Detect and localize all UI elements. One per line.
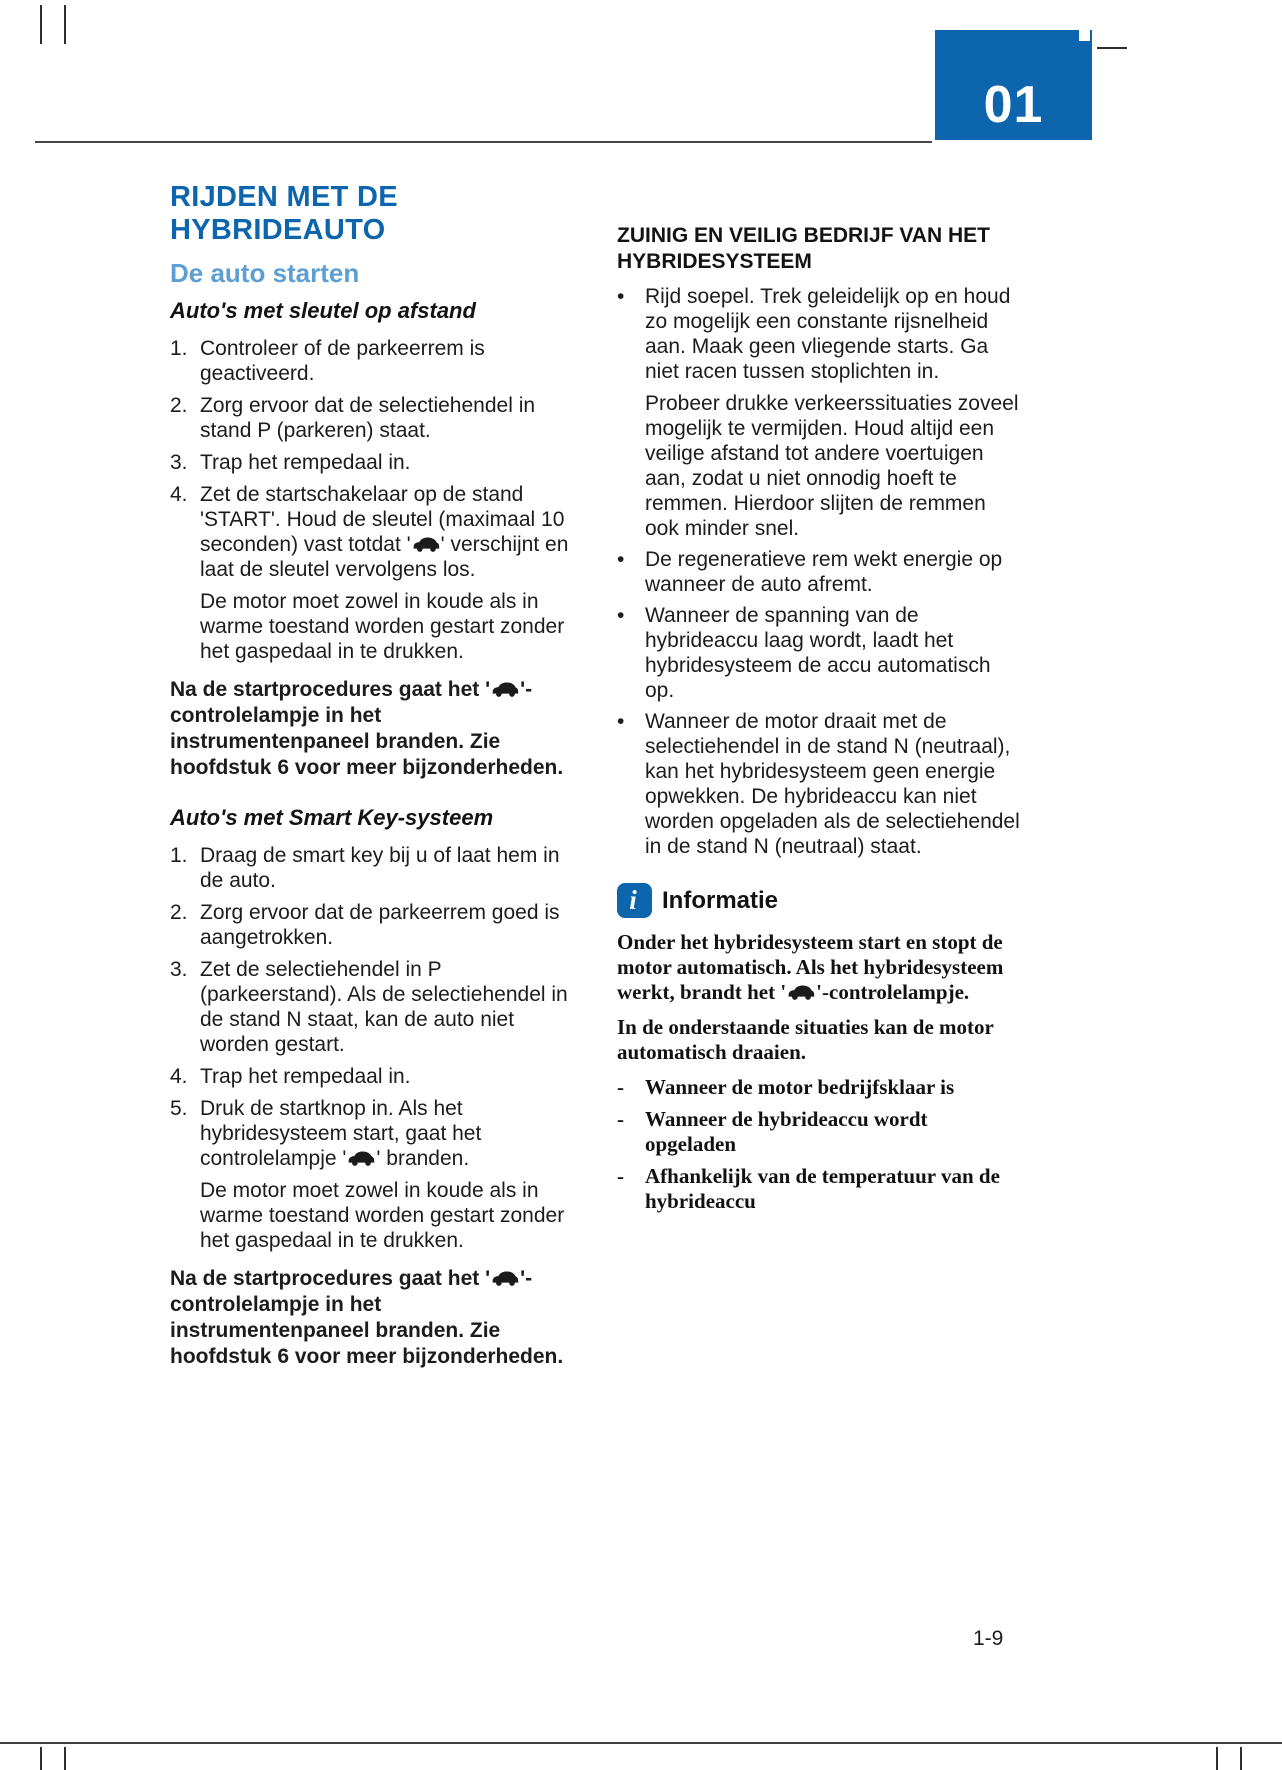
bullet-text: Wanneer de motor draait met de selectiehendel in de stand N (neutraal), kan het hybridesysteem geen energie opwekken. De hybrideaccu kan niet worden opgeladen als de selectiehendel in de stand N (neutraal) staat. (645, 710, 1020, 858)
information-paragraph: In de onderstaande situaties kan de motor automatisch draaien. (617, 1015, 994, 1064)
dash-text: Wanneer de hybrideaccu wordt opgeladen (645, 1107, 928, 1156)
crop-mark (40, 5, 42, 44)
chapter-tab (935, 30, 1092, 140)
indicator-bold-note (170, 1266, 584, 1370)
section-heading: De auto starten (170, 258, 360, 288)
crop-mark (1216, 1747, 1218, 1770)
hybrid-ready-indicator-icon (491, 1270, 519, 1287)
list-text: Trap het rempedaal in. (200, 451, 411, 474)
list-item (170, 393, 584, 443)
list-number: 1. (170, 337, 188, 360)
list-text: Draag de smart key bij u of laat hem in de auto. (200, 844, 560, 892)
list-number: 2. (170, 901, 188, 924)
list-number: 5. (170, 1097, 188, 1120)
dash-marker: - (617, 1075, 624, 1099)
information-label: Informatie (662, 886, 779, 914)
information-icon-glyph: i (629, 885, 637, 915)
hybrid-ready-indicator-icon (347, 1150, 375, 1167)
hybrid-operation-heading: ZUINIG EN VEILIG BEDRIJF VAN HET HYBRIDESYSTEEM (617, 224, 990, 273)
crop-mark (64, 5, 66, 44)
bullet-marker: • (617, 604, 625, 627)
subsection-heading-remote-key: Auto's met sleutel op afstand (170, 298, 476, 323)
list-number: 2. (170, 394, 188, 417)
list-text: Zorg ervoor dat de selectiehendel in stand P (parkeren) staat. (200, 394, 536, 442)
bottom-rule (0, 1742, 1282, 1744)
dash-marker: - (617, 1107, 624, 1131)
list-text: Zorg ervoor dat de parkeerrem goed is aangetrokken. (200, 901, 560, 949)
hybrid-ready-indicator-icon (787, 984, 815, 1001)
information-block (617, 883, 1021, 1214)
list-text: Trap het rempedaal in. (200, 1065, 411, 1088)
list-number: 3. (170, 451, 188, 474)
list-item (170, 450, 584, 475)
information-paragraph (617, 930, 1021, 1005)
smart-key-steps (170, 843, 584, 1171)
bullet-item (617, 709, 1021, 859)
list-item (170, 1064, 584, 1089)
bullet-paragraph: Rijd soepel. Trek geleidelijk op en houd zo mogelijk een constante rijsnelheid aan. Maak geen vliegende starts. Ga niet racen tussen stoplichten in. (645, 285, 1011, 383)
information-header (617, 883, 1021, 918)
list-number: 4. (170, 483, 188, 506)
crop-mark (1240, 1747, 1242, 1770)
bullet-marker: • (617, 710, 625, 733)
hybrid-ready-indicator-icon (491, 681, 519, 698)
bullet-marker: • (617, 285, 625, 308)
bullet-marker: • (617, 548, 625, 571)
chapter-tab-notch (1079, 30, 1090, 41)
crop-mark (1097, 47, 1127, 49)
step-continuation-note: De motor moet zowel in koude als in warme toestand worden gestart zonder het gaspedaal in te drukken. (200, 590, 565, 663)
subsection-heading-smart-key: Auto's met Smart Key-systeem (170, 805, 494, 830)
info-text-after-icon: '-controlelampje. (816, 980, 970, 1004)
crop-mark (40, 1747, 42, 1770)
list-item (170, 900, 584, 950)
list-text: Controleer of de parkeerrem is geactiveerd. (200, 337, 485, 385)
list-number: 3. (170, 958, 188, 981)
list-text (200, 1096, 584, 1171)
note-text-after-icon: '-controlelampje in het instrumentenpaneel branden. Zie hoofdstuk 6 voor meer bijzonderheden. (170, 1267, 564, 1368)
dash-item (617, 1164, 1021, 1214)
bullet-text: Wanneer de spanning van de hybrideaccu laag wordt, laadt het hybridesysteem de accu automatisch op. (645, 604, 991, 702)
hybrid-operation-bullets (617, 284, 1021, 859)
list-item (170, 336, 584, 386)
remote-key-steps (170, 336, 584, 582)
indicator-bold-note (170, 677, 584, 781)
list-text-after-icon: ' branden. (376, 1147, 470, 1170)
list-item (170, 957, 584, 1057)
info-text-before-icon: Onder het hybridesysteem start en stopt de motor automatisch. Als het hybridesysteem werkt, brandt het ' (617, 930, 1004, 1004)
list-text-before-icon: Druk de startknop in. Als het hybridesysteem start, gaat het controlelampje ' (200, 1097, 482, 1170)
step-continuation-note: De motor moet zowel in koude als in warme toestand worden gestart zonder het gaspedaal in te drukken. (200, 1179, 565, 1252)
page-title: RIJDEN MET DE HYBRIDEAUTO (170, 181, 398, 246)
chapter-number: 01 (983, 76, 1044, 134)
list-item (170, 1096, 584, 1171)
right-column (617, 223, 1021, 1221)
list-item (170, 482, 584, 582)
list-number: 4. (170, 1065, 188, 1088)
dash-marker: - (617, 1164, 624, 1188)
dash-text: Wanneer de motor bedrijfsklaar is (645, 1075, 955, 1099)
bullet-text (645, 284, 1021, 541)
bullet-item (617, 547, 1021, 597)
information-icon (617, 883, 652, 918)
page-number: 1-9 (973, 1627, 1004, 1650)
dash-text: Afhankelijk van de temperatuur van de hybrideaccu (645, 1164, 1000, 1213)
note-text-after-icon: '-controlelampje in het instrumentenpaneel branden. Zie hoofdstuk 6 voor meer bijzonderheden. (170, 678, 564, 779)
list-text (200, 482, 584, 582)
list-text: Zet de selectiehendel in P (parkeerstand). Als de selectiehendel in de stand N staat, kan de auto niet worden gestart. (200, 958, 568, 1056)
list-number: 1. (170, 844, 188, 867)
left-column (170, 181, 584, 1394)
note-text-before-icon: Na de startprocedures gaat het ' (170, 1267, 491, 1290)
list-item (170, 843, 584, 893)
header-rule (35, 141, 932, 143)
list-text-before-icon: Zet de startschakelaar op de stand 'START'. Houd de sleutel (maximaal 10 seconden) vast totdat ' (200, 483, 565, 556)
bullet-item (617, 284, 1021, 541)
bullet-item (617, 603, 1021, 703)
bullet-extra-paragraph: Probeer drukke verkeerssituaties zoveel mogelijk te vermijden. Houd altijd een veilige afstand tot andere voertuigen aan, zodat u niet onnodig hoeft te remmen. Hierdoor slijten de remmen ook minder snel. (645, 392, 1019, 540)
list-text-after-icon: ' verschijnt en laat de sleutel vervolgens los. (200, 533, 569, 581)
crop-mark (64, 1747, 66, 1770)
bullet-text: De regeneratieve rem wekt energie op wanneer de auto afremt. (645, 548, 1003, 596)
note-text-before-icon: Na de startprocedures gaat het ' (170, 678, 491, 701)
hybrid-ready-indicator-icon (412, 536, 440, 553)
dash-item (617, 1075, 1021, 1100)
dash-item (617, 1107, 1021, 1157)
information-dash-list (617, 1075, 1021, 1214)
